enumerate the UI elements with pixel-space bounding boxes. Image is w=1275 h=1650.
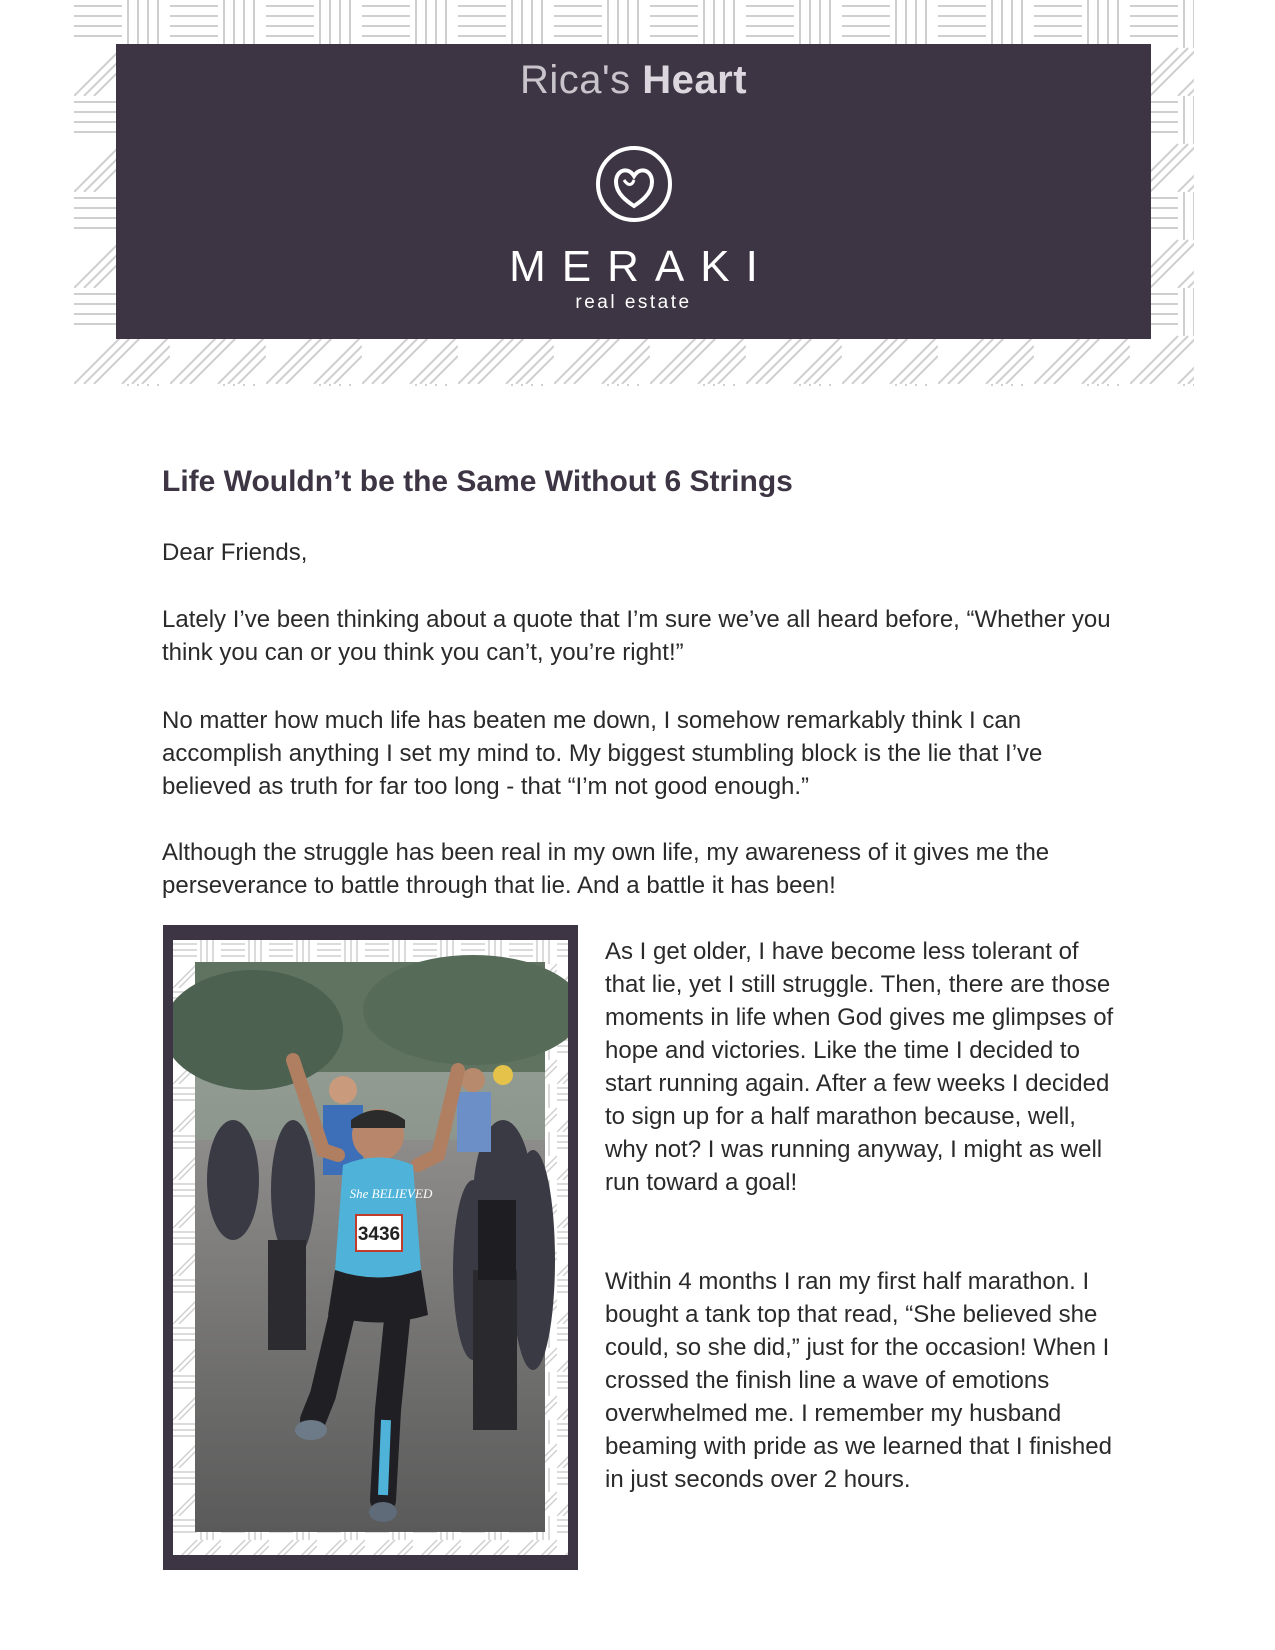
company-wordmark: MERAKI	[509, 242, 774, 291]
column-paragraph-1: As I get older, I have become less tolerant of that lie, yet I still struggle. Then, there are those moments in life when God gives me glimpses of hope and victories. Like the time I decided to start running again. After a few weeks I decided to sign up for a half marathon because, well, why not? I was running anyway, I might as well run toward a goal!	[605, 938, 1114, 1196]
paragraph-3: Although the struggle has been real in my own life, my awareness of it gives me the perseverance to battle through that lie. And a battle it has been!	[162, 839, 1050, 899]
photo-content	[173, 955, 568, 1532]
heart-logo-icon	[594, 144, 674, 224]
brand-prefix: Rica's	[519, 58, 631, 102]
paragraph-1: Lately I’ve been thinking about a quote that I’m sure we’ve all heard before, “Whether you think you can or you think you can’t, you’re right!”	[162, 606, 1111, 666]
article-title: Life Wouldn’t be the Same Without 6 Strings	[162, 465, 793, 498]
column-paragraph-2: Within 4 months I ran my first half marathon. I bought a tank top that read, “She believed she could, so she did,” just for the occasion! When I crossed the finish line a wave of emotions overwhelmed me. I remember my husband beaming with pride as we learned that I finished in just seconds over 2 hours.	[605, 1268, 1112, 1493]
marathon-photo	[173, 940, 568, 1555]
photo-frame	[163, 925, 578, 1570]
shirt-slogan: She BELIEVED	[349, 1186, 433, 1201]
greeting: Dear Friends,	[162, 539, 308, 566]
paragraph-2: No matter how much life has beaten me down, I somehow remarkably think I can accomplish anything I set my mind to. My biggest stumbling block is the lie that I’ve believed as truth for far too long - that “I’m not good enough.”	[162, 707, 1043, 800]
race-bib-number: 3436	[357, 1224, 401, 1245]
header-banner	[116, 44, 1151, 339]
brand-title	[116, 58, 1151, 103]
brand-suffix: Heart	[642, 58, 748, 102]
company-tagline: real estate	[575, 292, 692, 313]
